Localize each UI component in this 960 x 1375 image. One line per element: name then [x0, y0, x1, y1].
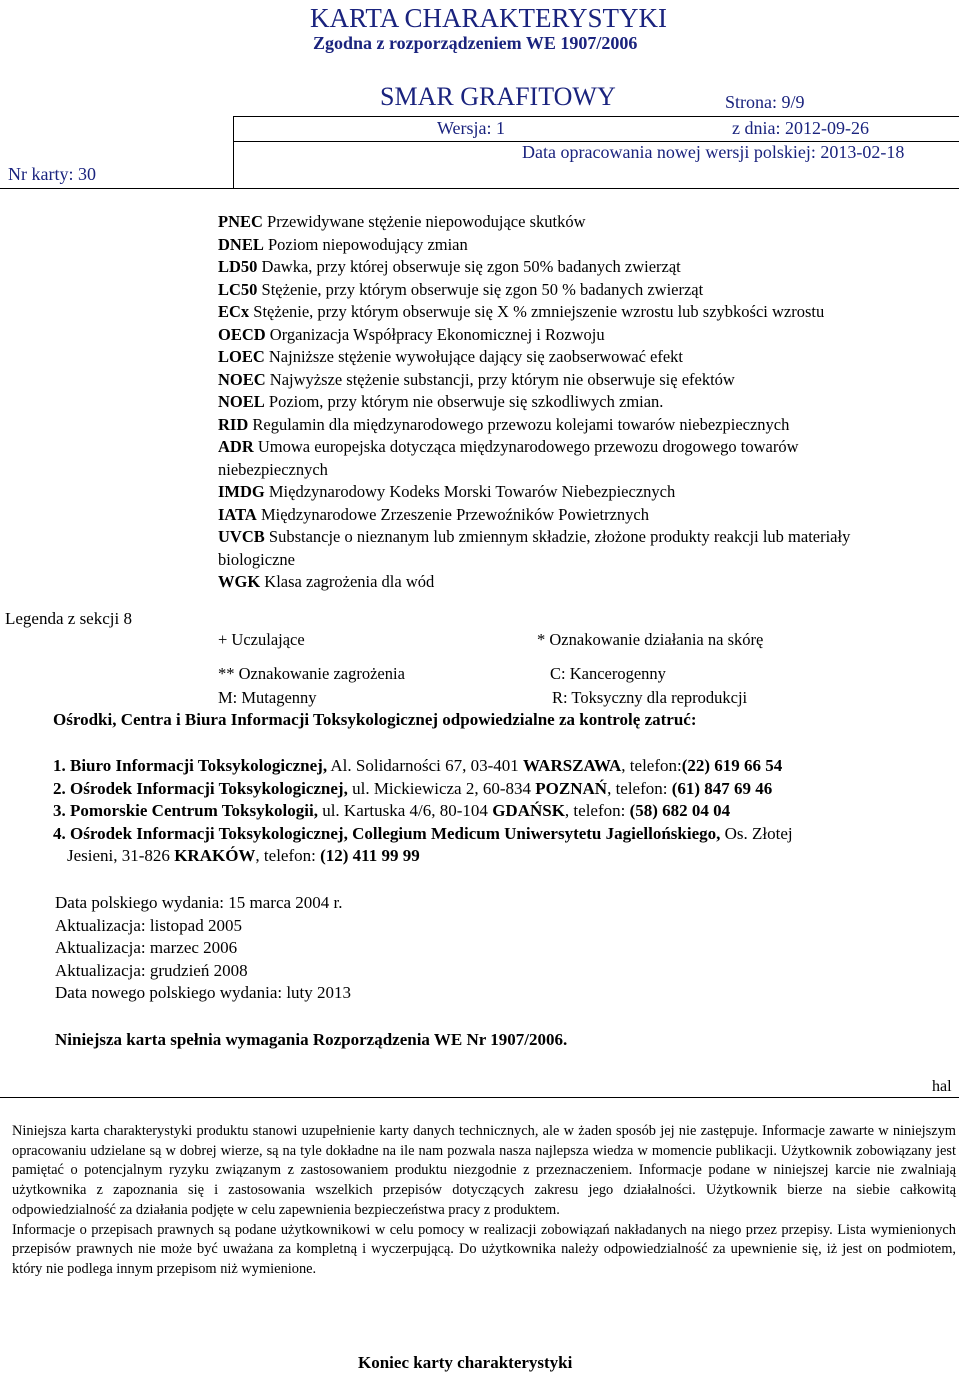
abbr-imdg: IMDG Międzynarodowy Kodeks Morski Towarów Niebezpiecznych [218, 482, 676, 501]
header-divider-mid [233, 141, 959, 142]
disclaimer [12, 1122, 956, 1280]
poison-centers-list [53, 755, 933, 868]
end-of-card: Koniec karty charakterystyki [358, 1353, 573, 1372]
edition-dates [55, 892, 351, 1005]
symbol-mutagenic: M: Mutagenny [218, 688, 317, 707]
abbr-iata: IATA Międzynarodowe Zrzeszenie Przewoźników Powietrznych [218, 504, 650, 524]
symbol-hazard: ** Oznakowanie zagrożenia [218, 664, 405, 683]
symbol-skin: * Oznakowanie działania na skórę [537, 630, 764, 649]
abbr-uvcb: UVCB Substancje o nieznanym lub zmiennym składzie, złożone produkty reakcji lub materiały biologiczne [218, 527, 851, 569]
page-number: Strona: 9/9 [725, 92, 805, 112]
footer-divider [0, 1097, 959, 1098]
center-item-warszawa: 1. Biuro Informacji Toksykologicznej, Al. Solidarności 67, 03-401 WARSZAWA, telefon:(22) 619 66 54 [53, 756, 783, 775]
center-item-poznan: 2. Ośrodek Informacji Toksykologicznej, ul. Mickiewicza 2, 60-834 POZNAŃ, telefon: (61) 847 69 46 [53, 778, 773, 798]
center-item-krakow-line2: Jesieni, 31-826 KRAKÓW, telefon: (12) 411 99 99 [67, 846, 420, 865]
update-date-1: Aktualizacja: listopad 2005 [55, 915, 242, 935]
header-divider-vertical [233, 116, 234, 188]
author-initials: hal [932, 1078, 952, 1095]
legend-section-label: Legenda z sekcji 8 [5, 609, 132, 628]
symbol-reproductive: R: Toksyczny dla reprodukcji [552, 688, 748, 707]
disclaimer-paragraph-1: Niniejsza karta charakterystyki produktu stanowi uzupełnienie karty danych technicznych, ale w żaden sposób jej nie zastępuje. Informacje zawarte w niniejszym opracowaniu udzielane są w dobrej wierze, są na tyle dokładne na ile nam pozwala nasza najlepsza wiedza w momencie publikacji. Użytkownik zobowiązany jest pamiętać o potencjalnym ryzyku związanym z zastosowaniem produktu niezgodnie z przeznaczeniem. Informacje podane w niniejszej karcie nie zwalniają użytkownika z zapoznania się i zastosowania wszelkich przepisów dotyczących zakresu jego działalności. Użytkownik bierze na siebie całkowitą odpowiedzialność za działania podjęte w celu zapewnienia bezpieczeństwa pracy z produktem. [12, 1123, 956, 1218]
symbol-sensitizing: + Uczulające [218, 630, 305, 649]
disclaimer-paragraph-2: Informacje o przepisach prawnych są podane użytkownikowi w celu pomocy w realizacji zobowiązań nakładanych na niego przez przepisy. Lista wymienionych przepisów prawnych nie może być uważana za kompletną i wyczerpującą. Do użytkownika należy odpowiedzialność za upewnienie się, iż jest on podmiotem, który nie podlega innym przepisom niż wymienione. [12, 1221, 956, 1277]
update-date-3: Aktualizacja: grudzień 2008 [55, 960, 248, 980]
abbr-ecx: ECx Stężenie, przy którym obserwuje się X % zmniejszenie wzrostu lub szybkości wzrostu [218, 302, 825, 321]
center-item-gdansk: 3. Pomorskie Centrum Toksykologii, ul. Kartuska 4/6, 80-104 GDAŃSK, telefon: (58) 682 04 04 [53, 801, 731, 820]
product-name: SMAR GRAFITOWY [380, 82, 616, 111]
abbr-pnec: PNEC Przewidywane stężenie niepowodujące skutków [218, 212, 586, 231]
new-edition-date: Data nowego polskiego wydania: luty 2013 [55, 983, 352, 1002]
abbr-noel: NOEL Poziom, przy którym nie obserwuje się szkodliwych zmian. [218, 392, 664, 411]
abbr-wgk: WGK Klasa zagrożenia dla wód [218, 572, 435, 591]
abbr-dnel: DNEL Poziom niepowodujący zmian [218, 234, 468, 254]
issue-date: z dnia: 2012-09-26 [732, 118, 869, 138]
first-edition-date: Data polskiego wydania: 15 marca 2004 r. [55, 893, 343, 912]
poison-centers-heading: Ośrodki, Centra i Biura Informacji Toksykologicznej odpowiedzialne za kontrolę zatruć: [53, 710, 697, 729]
version: Wersja: 1 [437, 118, 506, 138]
abbr-adr: ADR Umowa europejska dotycząca międzynarodowego przewozu drogowego towarów niebezpiecznych [218, 437, 799, 479]
center-item-krakow: 4. Ośrodek Informacji Toksykologicznej, Collegium Medicum Uniwersytetu Jagiellońskiego, Os. Złotej [53, 823, 793, 843]
header-divider-top [233, 116, 959, 117]
abbreviation-list [218, 211, 948, 594]
abbr-rid: RID Regulamin dla międzynarodowego przewozu kolejami towarów niebezpiecznych [218, 414, 790, 434]
document-title: KARTA CHARAKTERYSTYKI [310, 3, 667, 33]
compliance-statement: Niniejsza karta spełnia wymagania Rozporządzenia WE Nr 1907/2006. [55, 1030, 568, 1049]
abbr-ld50: LD50 Dawka, przy której obserwuje się zgon 50% badanych zwierząt [218, 257, 681, 276]
card-number: Nr karty: 30 [8, 164, 96, 184]
abbr-noec: NOEC Najwyższe stężenie substancji, przy którym nie obserwuje się efektów [218, 369, 735, 389]
revision-date: Data opracowania nowej wersji polskiej: 2013-02-18 [522, 142, 905, 162]
abbr-loec: LOEC Najniższe stężenie wywołujące dający się zaobserwować efekt [218, 347, 684, 366]
symbol-carcinogenic: C: Kancerogenny [550, 664, 666, 683]
abbr-oecd: OECD Organizacja Współpracy Ekonomicznej i Rozwoju [218, 324, 605, 344]
update-date-2: Aktualizacja: marzec 2006 [55, 938, 238, 957]
abbr-lc50: LC50 Stężenie, przy którym obserwuje się zgon 50 % badanych zwierząt [218, 279, 704, 299]
regulation-subtitle: Zgodna z rozporządzeniem WE 1907/2006 [313, 33, 638, 53]
header-divider-bottom [0, 188, 959, 189]
